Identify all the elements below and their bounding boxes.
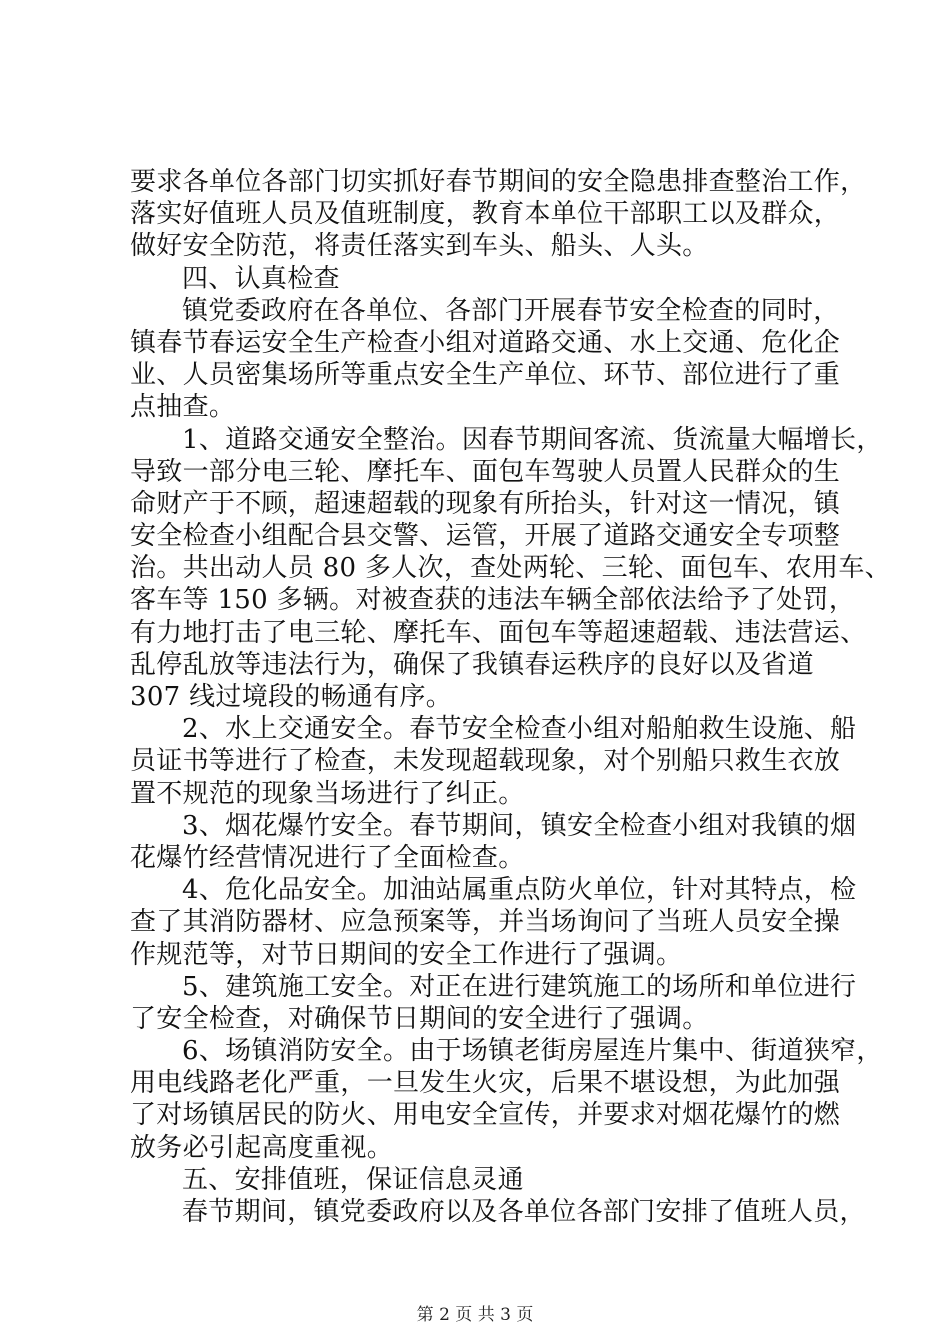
text-line: 做好安全防范，将责任落实到车头、船头、人头。 <box>130 231 709 262</box>
text-line: 导致一部分电三轮、摩托车、面包车驾驶人员置人民群众的生 <box>130 456 841 487</box>
paragraph-start-line: 春节期间，镇党委政府以及各单位各部门安排了值班人员， <box>182 1197 866 1227</box>
text-line: 乱停乱放等违法行为，确保了我镇春运秩序的良好以及省道 <box>130 649 814 680</box>
text-line: 放务必引起高度重视。 <box>130 1132 394 1163</box>
text-line: 要求各单位各部门切实抓好春节期间的安全隐患排查整治工作， <box>130 167 867 197</box>
text-line: 查了其消防器材、应急预案等，并当场询问了当班人员安全操 <box>130 907 841 938</box>
text-line: 镇春节春运安全生产检查小组对道路交通、水上交通、危化企 <box>130 327 841 358</box>
document-body <box>130 166 891 1228</box>
paragraph-start-line: 1、道路交通安全整治。因春节期间客流、货流量大幅增长， <box>182 424 883 455</box>
paragraph-start-line: 五、安排值班，保证信息灵通 <box>182 1164 524 1195</box>
text-line: 点抽查。 <box>130 392 236 423</box>
paragraph-start-line: 5、建筑施工安全。对正在进行建筑施工的场所和单位进行 <box>182 971 857 1002</box>
text-line: 员证书等进行了检查，未发现超载现象，对个别船只救生衣放 <box>130 746 841 777</box>
text-line: 业、人员密集场所等重点安全生产单位、环节、部位进行了重 <box>130 360 841 391</box>
text-line: 了安全检查，对确保节日期间的安全进行了强调。 <box>130 1003 709 1034</box>
text-line: 置不规范的现象当场进行了纠正。 <box>130 778 525 809</box>
paragraph-start-line: 镇党委政府在各单位、各部门开展春节安全检查的同时， <box>182 295 840 326</box>
paragraph-start-line: 四、认真检查 <box>182 263 340 294</box>
paragraph-start-line: 3、烟花爆竹安全。春节期间，镇安全检查小组对我镇的烟 <box>182 810 857 841</box>
text-line: 作规范等，对节日期间的安全工作进行了强调。 <box>130 939 683 970</box>
text-line: 命财产于不顾，超速超载的现象有所抬头，针对这一情况，镇 <box>130 488 841 519</box>
page-footer: 第 2 页 共 3 页 <box>416 1305 534 1325</box>
paragraph-start-line: 2、水上交通安全。春节安全检查小组对船舶救生设施、船 <box>182 714 857 745</box>
text-line: 花爆竹经营情况进行了全面检查。 <box>130 842 525 873</box>
text-line: 落实好值班人员及值班制度，教育本单位干部职工以及群众， <box>130 199 841 230</box>
paragraph-start-line: 4、危化品安全。加油站属重点防火单位，针对其特点，检 <box>182 875 857 906</box>
text-line: 了对场镇居民的防火、用电安全宣传，并要求对烟花爆竹的燃 <box>130 1100 841 1131</box>
text-line: 307 线过境段的畅通有序。 <box>130 682 453 712</box>
text-line: 客车等 150 多辆。对被查获的违法车辆全部依法给予了处罚， <box>130 585 856 616</box>
text-line: 安全检查小组配合县交警、运管，开展了道路交通安全专项整 <box>130 521 841 552</box>
text-line: 用电线路老化严重，一旦发生火灾，后果不堪设想，为此加强 <box>130 1068 841 1099</box>
paragraph-start-line: 6、场镇消防安全。由于场镇老街房屋连片集中、街道狭窄， <box>182 1036 883 1067</box>
text-line: 有力地打击了电三轮、摩托车、面包车等超速超载、违法营运、 <box>130 617 867 648</box>
text-line: 治。共出动人员 80 多人次，查处两轮、三轮、面包车、农用车、 <box>130 553 891 584</box>
